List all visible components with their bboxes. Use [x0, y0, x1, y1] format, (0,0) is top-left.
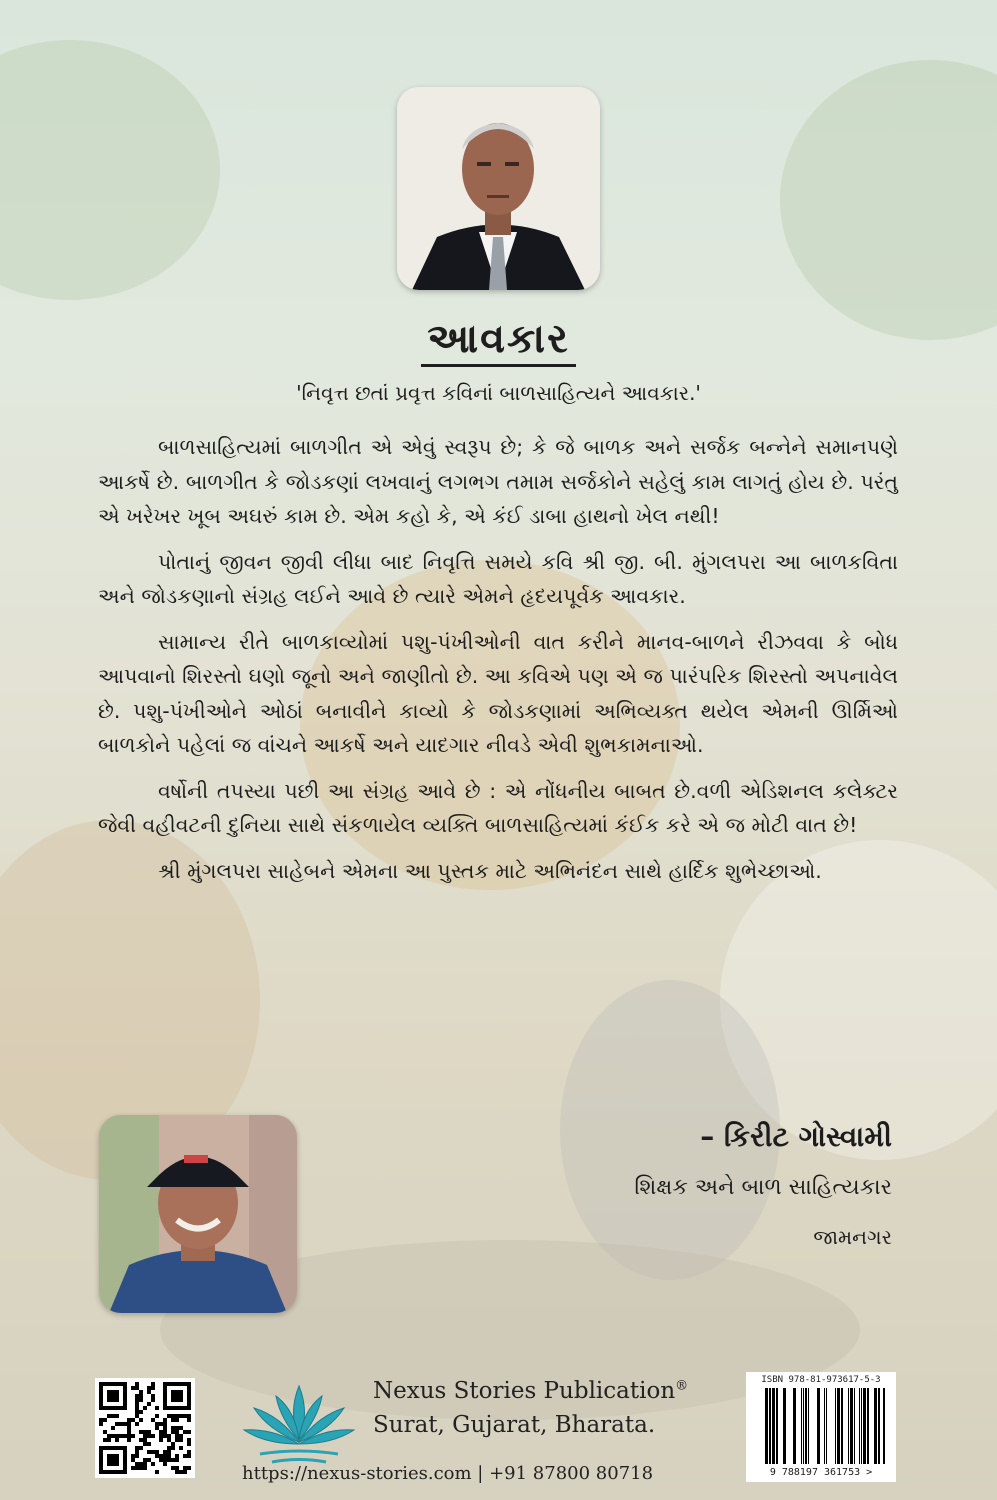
paragraph: શ્રી મુંગલપરા સાહેબને એમના આ પુસ્તક માટે અભિનંદન સાથે હાર્દિક શુભેચ્છાઓ. — [158, 858, 822, 883]
lotus-logo-icon — [240, 1378, 358, 1468]
isbn-barcode — [746, 1372, 896, 1482]
isbn-label: ISBN 978-81-973617-5-3 — [761, 1375, 881, 1385]
signature-role: શિક્ષક અને બાળ સાહિત્યકાર — [634, 1175, 892, 1200]
paragraph: બાળસાહિત્યમાં બાળગીત એ એવું સ્વરૂપ છે; કે જે બાળક અને સર્જક બન્નેને સમાનપણે આકર્ષે છે. બાળગીત કે જોડકણાં લખવાનું લગભગ તમામ સર્જકોને સહેલું કામ લાગતું હોય છે. પરંતુ એ ખરેખર ખૂબ અઘરું કામ છે. એમ કહો કે, એ કંઈ ડાબા હાથનો ખેલ નથી! — [98, 435, 898, 528]
signature-name: – કિરીટ ગોસ્વામી — [700, 1120, 892, 1153]
preface-body — [98, 430, 898, 899]
writer-photo — [99, 1115, 297, 1313]
paragraph: વર્ષોની તપસ્યા પછી આ સંગ્રહ આવે છે : એ નોંધનીય બાબત છે.વળી એડિશનલ કલેક્ટર જેવી વહીવટની દુનિયા સાથે સંકળાયેલ વ્યક્તિ બાળસાહિત્યમાં કંઈક કરે એ જ મોટી વાત છે! — [98, 778, 898, 837]
paragraph: પોતાનું જીવન જીવી લીધા બાદ નિવૃત્તિ સમયે કવિ શ્રી જી. બી. મુંગલપરા આ બાળકવિતા અને જોડકણાનો સંગ્રહ લઈને આવે છે ત્યારે એમને હૃદયપૂર્વક આવકાર. — [98, 549, 898, 608]
qr-code — [95, 1378, 195, 1478]
page-title: આવકાર — [0, 316, 997, 362]
publisher-contact: https://nexus-stories.com | +91 87800 80718 — [242, 1463, 654, 1484]
isbn-digits: 9 788197 361753 > — [769, 1467, 873, 1478]
publisher-name: Nexus Stories Publication® — [373, 1378, 689, 1404]
quote-line: 'નિવૃત્ત છતાં પ્રવૃત્ત કવિનાં બાળસાહિત્યને આવકાર.' — [296, 381, 701, 405]
paragraph: સામાન્ય રીતે બાળકાવ્યોમાં પશુ-પંખીઓની વાત કરીને માનવ-બાળને રીઝવવા કે બોધ આપવાનો શિરસ્તો ઘણો જૂનો અને જાણીતો છે. આ કવિએ પણ એ જ પારંપરિક શિરસ્તો અપનાવેલ છે. પશુ-પંખીઓને ઓઠાં બનાવીને કાવ્યો કે જોડકણામાં અભિવ્યક્ત થયેલ એમની ઊર્મિઓ બાળકોને પહેલાં જ વાંચને આકર્ષે અને યાદગાર નીવડે એવી શુભકામનાઓ. — [98, 629, 898, 757]
publisher-location: Surat, Gujarat, Bharata. — [373, 1412, 656, 1438]
author-photo — [397, 87, 600, 290]
signature-city: જામનગર — [813, 1225, 892, 1249]
